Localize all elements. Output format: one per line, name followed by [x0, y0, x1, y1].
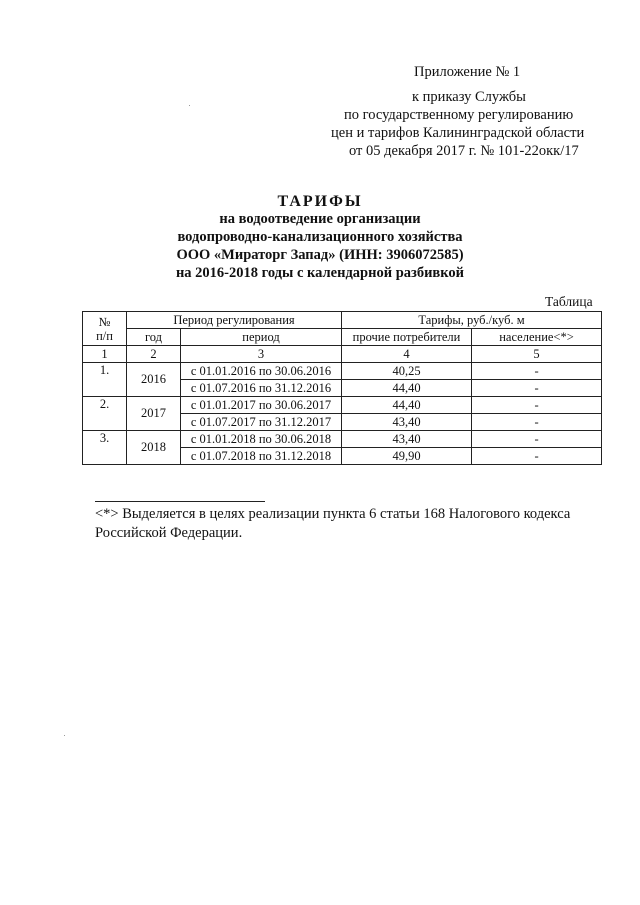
- row-period: с 01.07.2017 по 31.12.2017: [181, 414, 342, 431]
- header-year: год: [127, 329, 181, 346]
- appendix-date-line: от 05 декабря 2017 г. № 101-22окк/17: [349, 143, 579, 159]
- row-other-tariff: 40,25: [342, 363, 472, 380]
- row-other-tariff: 49,90: [342, 448, 472, 465]
- header-period: период: [181, 329, 342, 346]
- row-period: с 01.01.2018 по 30.06.2018: [181, 431, 342, 448]
- row-number: 3.: [83, 431, 127, 465]
- table-row: [83, 397, 602, 414]
- column-number: 4: [342, 346, 472, 363]
- column-number: 1: [83, 346, 127, 363]
- footnote-divider: [95, 501, 265, 502]
- table-row: [83, 363, 602, 380]
- table-header-row: [83, 312, 602, 329]
- row-year: 2017: [127, 397, 181, 431]
- row-population-tariff: -: [472, 414, 602, 431]
- appendix-title: Приложение № 1: [414, 64, 521, 80]
- header-tariff-group: Тарифы, руб./куб. м: [342, 312, 602, 329]
- title-line: на 2016-2018 годы с календарной разбивкой: [175, 265, 465, 281]
- footnote: <*> Выделяется в целях реализации пункта 6 статьи 168 Налогового кодекса Российской Федерации.: [95, 506, 571, 541]
- header-other-consumers: прочие потребители: [342, 329, 472, 346]
- appendix-authority-line: по государственному регулированию: [344, 107, 574, 123]
- row-period: с 01.07.2018 по 31.12.2018: [181, 448, 342, 465]
- title-line: ООО «Мираторг Запад» (ИНН: 3906072585): [176, 247, 464, 263]
- header-num-line2: п/п: [96, 328, 113, 343]
- row-other-tariff: 43,40: [342, 414, 472, 431]
- appendix-authority-line-2: цен и тарифов Калининградской области: [331, 125, 585, 141]
- scan-speck: [189, 105, 190, 106]
- row-population-tariff: -: [472, 380, 602, 397]
- table-caption: Таблица: [545, 294, 593, 309]
- title-line: водопроводно-канализационного хозяйства: [177, 229, 463, 245]
- header-num: [83, 312, 127, 346]
- row-period: с 01.07.2016 по 31.12.2016: [181, 380, 342, 397]
- column-number-row: [83, 346, 602, 363]
- row-other-tariff: 44,40: [342, 397, 472, 414]
- title-heading: ТАРИФЫ: [277, 193, 363, 210]
- title-line: на водоотведение организации: [219, 211, 421, 227]
- row-population-tariff: -: [472, 431, 602, 448]
- column-number: 5: [472, 346, 602, 363]
- header-period-group: Период регулирования: [127, 312, 342, 329]
- row-year: 2018: [127, 431, 181, 465]
- row-population-tariff: -: [472, 363, 602, 380]
- row-other-tariff: 44,40: [342, 380, 472, 397]
- appendix-order-line: к приказу Службы: [412, 89, 526, 105]
- tariff-table: [82, 311, 602, 465]
- column-number: 2: [127, 346, 181, 363]
- column-number: 3: [181, 346, 342, 363]
- row-period: с 01.01.2017 по 30.06.2017: [181, 397, 342, 414]
- table-subheader-row: [83, 329, 602, 346]
- row-period: с 01.01.2016 по 30.06.2016: [181, 363, 342, 380]
- row-other-tariff: 43,40: [342, 431, 472, 448]
- row-population-tariff: -: [472, 448, 602, 465]
- row-year: 2016: [127, 363, 181, 397]
- row-number: 2.: [83, 397, 127, 431]
- row-number: 1.: [83, 363, 127, 397]
- header-population: население<*>: [472, 329, 602, 346]
- row-population-tariff: -: [472, 397, 602, 414]
- header-num-line1: №: [98, 314, 111, 329]
- scan-speck: [64, 735, 65, 736]
- table-row: [83, 431, 602, 448]
